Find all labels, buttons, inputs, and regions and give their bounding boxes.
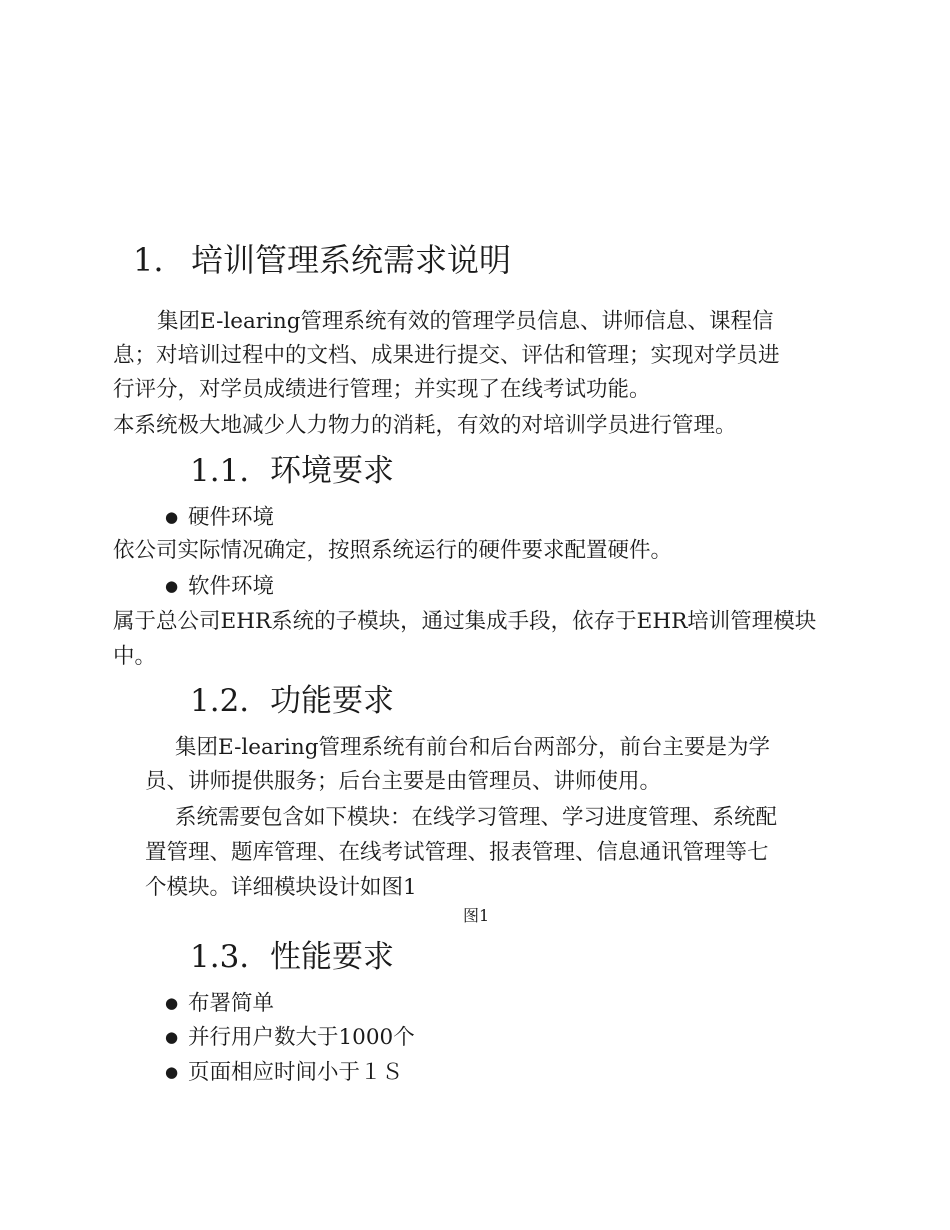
bullet-software <box>165 569 274 604</box>
software-line-1: 属于总公司EHR系统的子模块，通过集成手段，依存于EHR培训管理模块 <box>113 609 817 634</box>
bullet-hardware <box>165 500 274 535</box>
intro-line-4: 本系统极大地减少人力物力的消耗，有效的对培训学员进行管理。 <box>113 413 737 438</box>
section-1-1-title: 环境要求 <box>270 453 394 489</box>
intro-line-1: 集团E-learing管理系统有效的管理学员信息、讲师信息、课程信 <box>157 309 774 334</box>
function-para2-line-3: 个模块。详细模块设计如图1 <box>145 875 417 900</box>
section-1-2-heading <box>190 680 394 722</box>
section-1-number: 1. <box>133 241 164 279</box>
bullet-icon: ● <box>165 577 179 595</box>
function-para2-line-1: 系统需要包含如下模块：在线学习管理、学习进度管理、系统配 <box>175 805 778 830</box>
hardware-text: 依公司实际情况确定，按照系统运行的硬件要求配置硬件。 <box>113 538 673 563</box>
bullet-hardware-label: 硬件环境 <box>188 505 275 530</box>
performance-bullet-1-text: 布署简单 <box>188 991 275 1016</box>
bullet-software-label: 软件环境 <box>188 574 275 599</box>
bullet-icon: ● <box>165 1063 179 1081</box>
figure-caption: 图1 <box>463 906 490 925</box>
section-1-1-heading <box>190 450 394 492</box>
performance-bullet-2 <box>165 1020 415 1055</box>
section-1-2-number: 1.2. <box>190 683 250 719</box>
software-line-2: 中。 <box>113 644 157 669</box>
performance-bullet-1 <box>165 986 274 1021</box>
function-para2-line-2: 置管理、题库管理、在线考试管理、报表管理、信息通讯管理等七 <box>145 840 769 865</box>
intro-line-3: 行评分，对学员成绩进行管理；并实现了在线考试功能。 <box>113 377 651 402</box>
bullet-icon: ● <box>165 994 179 1012</box>
section-1-3-title: 性能要求 <box>270 939 394 975</box>
section-1-2-title: 功能要求 <box>270 683 394 719</box>
bullet-icon: ● <box>165 508 179 526</box>
function-para1-line-1: 集团E-learing管理系统有前台和后台两部分，前台主要是为学 <box>175 735 771 760</box>
section-1-title: 培训管理系统需求说明 <box>191 241 512 279</box>
section-1-1-number: 1.1. <box>190 453 250 489</box>
section-1-3-number: 1.3. <box>190 939 250 975</box>
performance-bullet-2-text: 并行用户数大于1000个 <box>188 1025 415 1050</box>
performance-bullet-3-text: 页面相应时间小于１Ｓ <box>188 1060 404 1085</box>
performance-bullet-3 <box>165 1055 403 1090</box>
section-1-3-heading <box>190 936 394 978</box>
intro-line-2: 息；对培训过程中的文档、成果进行提交、评估和管理；实现对学员进 <box>113 343 780 368</box>
bullet-icon: ● <box>165 1028 179 1046</box>
section-1-heading <box>133 238 511 282</box>
function-para1-line-2: 员、讲师提供服务；后台主要是由管理员、讲师使用。 <box>145 769 662 794</box>
